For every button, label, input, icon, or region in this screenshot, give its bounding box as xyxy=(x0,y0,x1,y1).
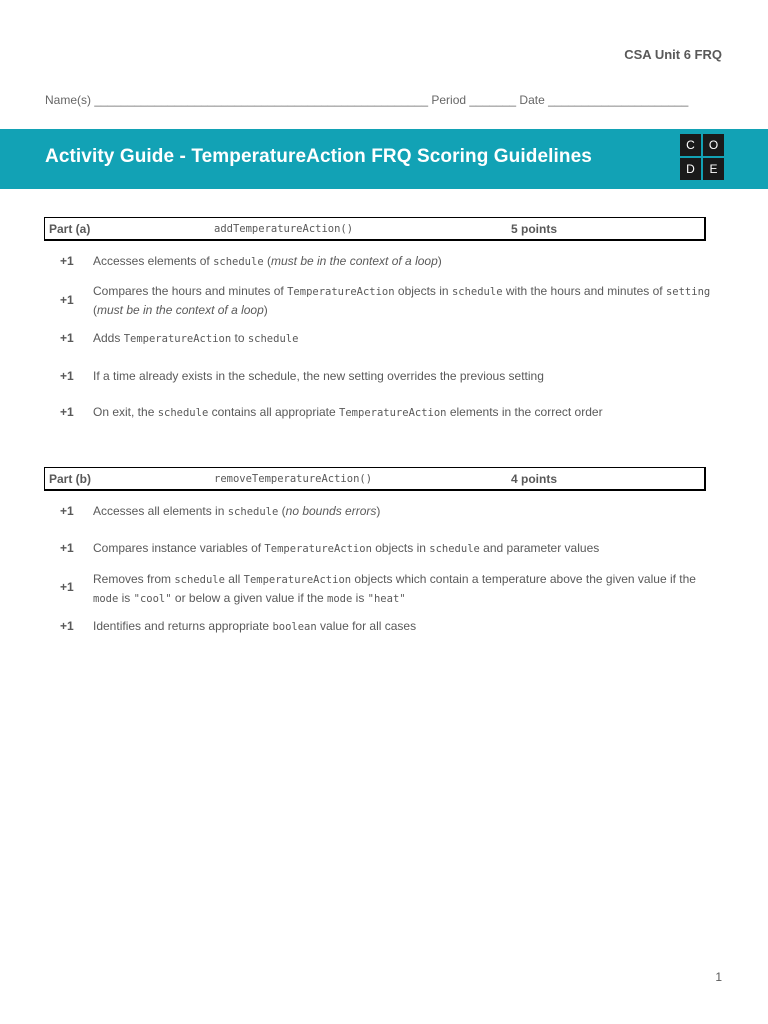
text-run: If a time already exists in the schedule, the new setting overrides the previous setting xyxy=(93,369,544,383)
criterion-text xyxy=(93,367,713,385)
criterion-text xyxy=(93,570,713,608)
code-org-logo xyxy=(680,134,724,180)
text-run: Accesses all elements in xyxy=(93,504,228,518)
criterion-points: +1 xyxy=(60,405,74,419)
criterion-points: +1 xyxy=(60,580,74,594)
code-term: schedule xyxy=(247,333,299,345)
text-run: ( xyxy=(278,504,286,518)
logo-letter: O xyxy=(703,134,724,156)
text-run: contains all appropriate xyxy=(208,405,340,419)
criterion-points: +1 xyxy=(60,619,74,633)
code-term: boolean xyxy=(272,621,317,633)
italic-note: no bounds errors xyxy=(285,504,377,518)
logo-letter: D xyxy=(680,158,701,180)
text-run: Identifies and returns appropriate xyxy=(93,619,273,633)
course-label: CSA Unit 6 FRQ xyxy=(624,47,722,62)
criterion-text xyxy=(93,282,713,319)
part-b-header xyxy=(44,467,706,491)
text-run: or below a given value if the xyxy=(171,591,328,605)
logo-letter: E xyxy=(703,158,724,180)
part-label: Part (b) xyxy=(49,472,91,486)
part-points: 4 points xyxy=(511,472,558,486)
text-run: objects in xyxy=(394,284,452,298)
code-term: TemperatureAction xyxy=(339,407,447,419)
code-term: schedule xyxy=(174,574,225,586)
part-a-header xyxy=(44,217,706,241)
code-term: mode xyxy=(93,593,119,605)
part-points: 5 points xyxy=(511,222,558,236)
text-run: objects which contain a temperature above the given value if the xyxy=(351,572,696,586)
criterion-points: +1 xyxy=(60,331,74,345)
code-term: schedule xyxy=(157,407,209,419)
text-run: ( xyxy=(263,254,271,268)
method-name: removeTemperatureAction() xyxy=(214,473,373,485)
code-term: schedule xyxy=(227,506,279,518)
criterion-points: +1 xyxy=(60,254,74,268)
criterion-text xyxy=(93,252,713,271)
criterion-points: +1 xyxy=(60,293,74,307)
code-term: schedule xyxy=(451,286,503,298)
criterion-text xyxy=(93,329,713,348)
code-term: setting xyxy=(665,286,711,298)
text-run: with the hours and minutes of xyxy=(502,284,666,298)
text-run: Removes from xyxy=(93,572,175,586)
code-term: TemperatureAction xyxy=(264,543,372,555)
criterion-text xyxy=(93,403,713,422)
code-term: schedule xyxy=(429,543,480,555)
criterion-points: +1 xyxy=(60,541,74,555)
code-term: schedule xyxy=(213,256,264,268)
code-term: "cool" xyxy=(133,593,172,605)
criterion-points: +1 xyxy=(60,369,74,383)
text-run: is xyxy=(118,591,134,605)
text-run: and parameter values xyxy=(479,541,600,555)
page-title: Activity Guide - TemperatureAction FRQ Scoring Guidelines xyxy=(45,146,592,167)
text-run: ( xyxy=(93,303,97,317)
criterion-text xyxy=(93,539,713,558)
text-run: all xyxy=(224,572,244,586)
criterion-text xyxy=(93,502,713,521)
text-run: ) xyxy=(437,254,442,268)
text-run: value for all cases xyxy=(316,619,417,633)
text-run: Compares the hours and minutes of xyxy=(93,284,288,298)
text-run: objects in xyxy=(371,541,430,555)
code-term: TemperatureAction xyxy=(243,574,352,586)
method-name: addTemperatureAction() xyxy=(214,223,354,235)
text-run: ) xyxy=(263,303,268,317)
page-number: 1 xyxy=(715,970,722,984)
title-banner xyxy=(0,129,768,189)
text-run: Adds xyxy=(93,331,124,345)
code-term: "heat" xyxy=(367,593,406,605)
logo-letter: C xyxy=(680,134,701,156)
criterion-points: +1 xyxy=(60,504,74,518)
name-period-date-line: Name(s) __________________________________________________ Period _______ Date _____________________ xyxy=(45,93,689,107)
text-run: is xyxy=(352,591,368,605)
text-run: to xyxy=(231,331,248,345)
text-run: Accesses elements of xyxy=(93,254,214,268)
text-run: ) xyxy=(376,504,381,518)
part-label: Part (a) xyxy=(49,222,91,236)
code-term: TemperatureAction xyxy=(287,286,395,298)
code-term: mode xyxy=(327,593,353,605)
text-run: Compares instance variables of xyxy=(93,541,265,555)
text-run: On exit, the xyxy=(93,405,158,419)
code-term: TemperatureAction xyxy=(123,333,232,345)
italic-note: must be in the context of a loop xyxy=(270,254,438,268)
text-run: elements in the correct order xyxy=(446,405,603,419)
criterion-text xyxy=(93,617,713,636)
italic-note: must be in the context of a loop xyxy=(97,303,264,317)
